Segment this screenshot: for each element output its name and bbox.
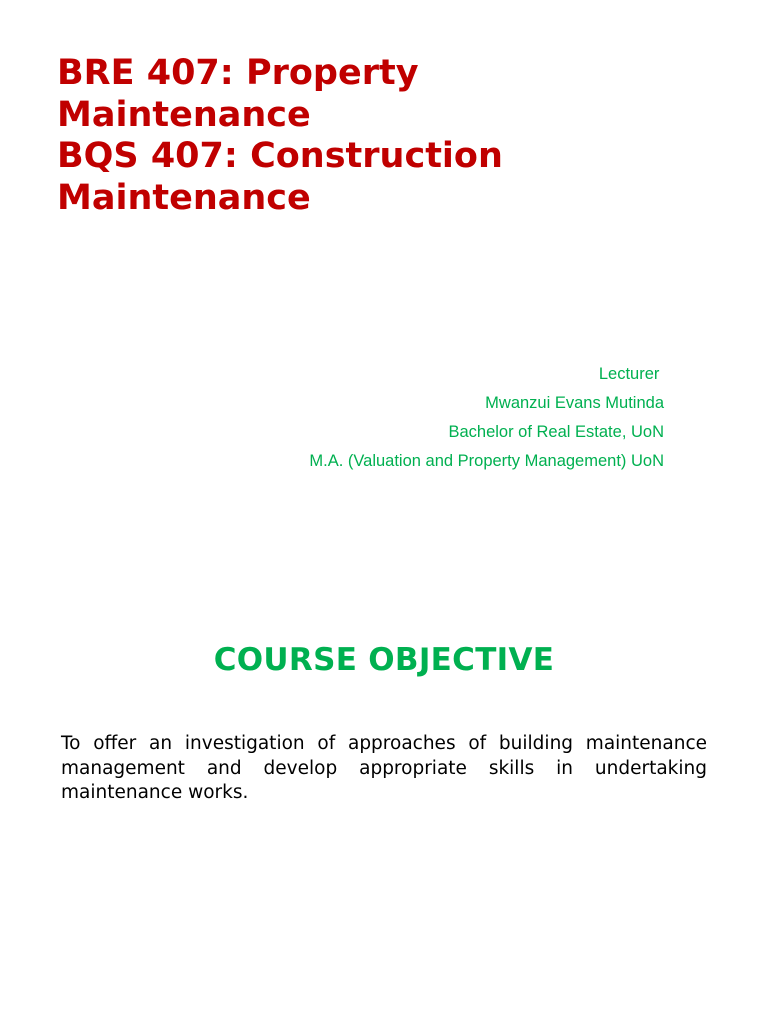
lecturer-degree-bachelor: Bachelor of Real Estate, UoN	[448, 423, 664, 441]
section-heading: COURSE OBJECTIVE	[213, 642, 555, 678]
course-title	[57, 53, 737, 219]
lecturer-info	[309, 360, 664, 476]
course-title-line-1: BRE 407: Property	[57, 53, 419, 93]
course-objective-text: To offer an investigation of approaches of building maintenance management and develop appropriate skills in undertaking maintenance works.	[61, 733, 707, 803]
course-title-line-4: Maintenance	[57, 177, 311, 218]
course-title-line-3: BQS 407: Construction	[57, 136, 503, 176]
lecturer-name: Mwanzui Evans Mutinda	[485, 394, 664, 412]
lecturer-degree-masters: M.A. (Valuation and Property Management) UoN	[309, 452, 664, 470]
lecturer-role: Lecturer	[598, 365, 664, 383]
course-title-line-2: Maintenance	[57, 94, 311, 135]
